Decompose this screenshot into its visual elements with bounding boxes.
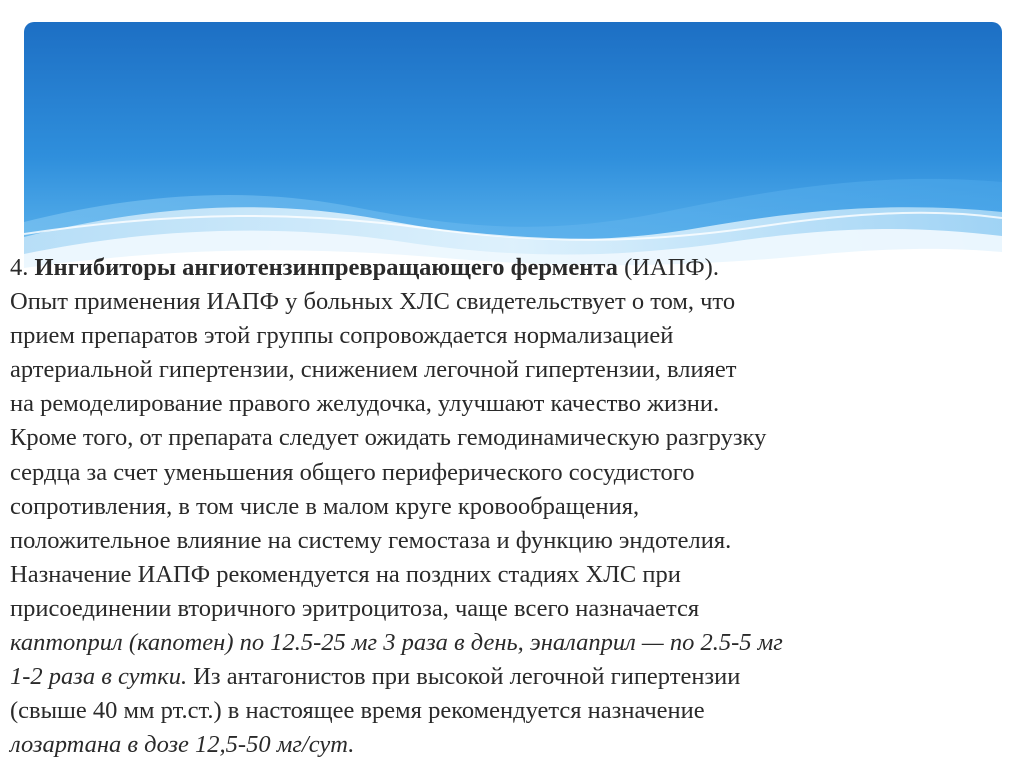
text-line: Назначение ИАПФ рекомендуется на поздних стадиях ХЛС при xyxy=(10,560,681,588)
text-line: положительное влияние на систему гемостаза и функцию эндотелия. xyxy=(10,526,732,554)
text-line: сопротивления, в том числе в малом круге кровообращения, xyxy=(10,492,640,520)
text-line: артериальной гипертензии, снижением легочной гипертензии, влияет xyxy=(10,356,737,384)
dosage-italic: лозартана в дозе 12,5-50 мг/сут. xyxy=(10,731,355,759)
text-line xyxy=(10,626,1010,660)
text-line: присоединении вторичного эритроцитоза, чаще всего назначается xyxy=(10,594,700,622)
list-number: 4. xyxy=(10,254,35,281)
dosage-italic: 1-2 раза в сутки. xyxy=(10,663,188,691)
text-line: прием препаратов этой группы сопровождается нормализацией xyxy=(10,322,674,350)
drug-class-heading: Ингибиторы ангиотензинпревращающего фермента xyxy=(34,254,618,281)
text-line: Кроме того, от препарата следует ожидать гемодинамическую разгрузку xyxy=(10,424,767,452)
text-line: 1-2 раза в сутки. Из антагонистов при высокой легочной гипертензии xyxy=(10,663,741,691)
dosage-italic: каптоприл (капотен) по 12.5-25 мг 3 раза в день, эналаприл — по 2.5-5 мг xyxy=(10,629,783,657)
abbreviation: (ИАПФ). xyxy=(617,254,719,281)
text-line: (свыше 40 мм рт.ст.) в настоящее время рекомендуется назначение xyxy=(10,697,705,725)
text-line xyxy=(10,728,1010,762)
main-text xyxy=(10,251,1010,762)
text-line: Опыт применения ИАПФ у больных ХЛС свидетельствует о том, что xyxy=(10,288,736,316)
text-line xyxy=(10,251,1010,285)
text-line: на ремоделирование правого желудочка, улучшают качество жизни. xyxy=(10,390,720,418)
text-line: сердца за счет уменьшения общего периферического сосудистого xyxy=(10,458,695,486)
